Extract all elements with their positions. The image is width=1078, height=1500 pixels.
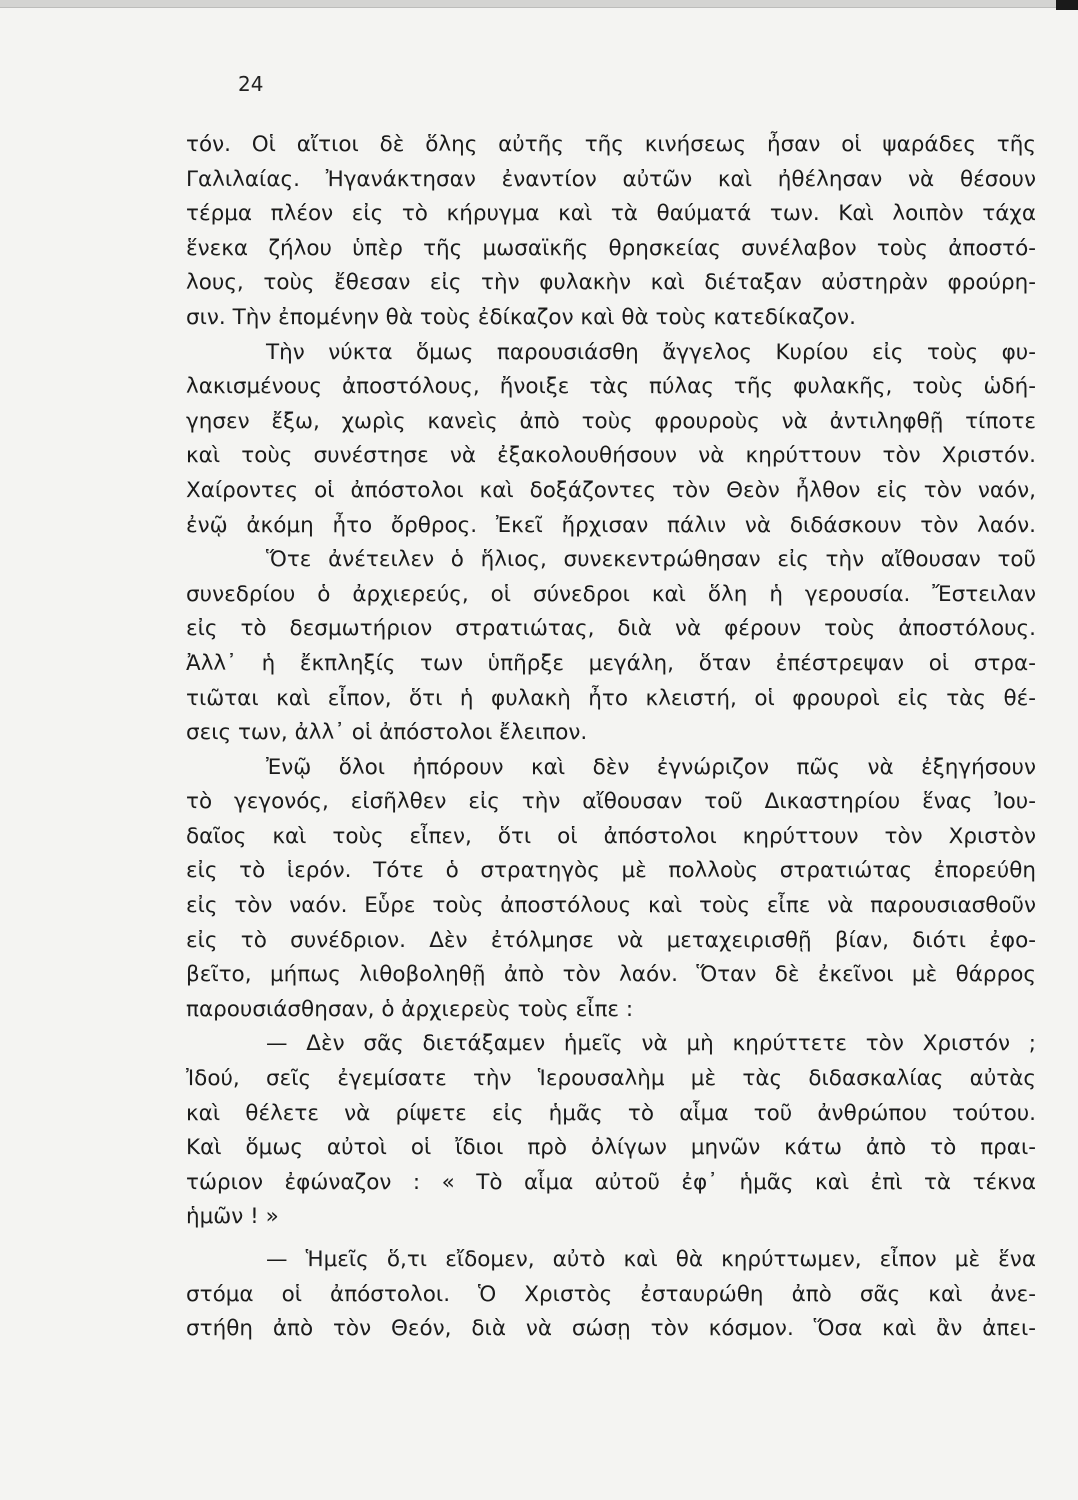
text-line: καὶ θέλετε νὰ ρίψετε εἰς ἡμᾶς τὸ αἷμα τοῦ ἀνθρώπου τούτου. [186,1100,1036,1126]
corner-mark [1056,0,1078,10]
text-line: Ἐνῷ ὅλοι ἠπόρουν καὶ δὲν ἐγνώριζον πῶς νὰ ἐξηγήσουν [266,754,1036,780]
text-line: Χαίροντες οἱ ἀπόστολοι καὶ δοξάζοντες τὸν Θεὸν ἦλθον εἰς τὸν ναόν, [186,477,1036,503]
text-line: Ἰδού, σεῖς ἐγεμίσατε τὴν Ἱερουσαλὴμ μὲ τὰς διδασκαλίας αὐτὰς [186,1066,1036,1092]
text-line: γησεν ἔξω, χωρὶς κανεὶς ἀπὸ τοὺς φρουροὺς νὰ ἀντιληφθῇ τίποτε [186,408,1036,434]
text-line: — Δὲν σᾶς διετάξαμεν ἡμεῖς νὰ μὴ κηρύττετε τὸν Χριστόν ; [266,1031,1036,1057]
text-line: τὸ γεγονός, εἰσῆλθεν εἰς τὴν αἴθουσαν τοῦ Δικαστηρίου ἕνας Ἰου- [186,789,1036,815]
page-number: 24 [238,72,264,96]
text-line: στόμα οἱ ἀπόστολοι. Ὁ Χριστὸς ἐσταυρώθη ἀπὸ σᾶς καὶ ἀνε- [186,1281,1036,1307]
text-line: Γαλιλαίας. Ἠγανάκτησαν ἐναντίον αὐτῶν καὶ ἠθέλησαν νὰ θέσουν [186,166,1036,192]
text-line: εἰς τὸ συνέδριον. Δὲν ἐτόλμησε νὰ μεταχειρισθῇ βίαν, διότι ἐφο- [186,927,1036,953]
text-line: Ἀλλ᾽ ἡ ἔκπληξίς των ὑπῆρξε μεγάλη, ὅταν ἐπέστρεψαν οἱ στρα- [186,650,1036,676]
text-line: ἐνῷ ἀκόμη ἦτο ὄρθρος. Ἐκεῖ ἤρχισαν πάλιν νὰ διδάσκουν τὸν λαόν. [186,512,1036,538]
text-line: — Ἡμεῖς ὅ,τι εἴδομεν, αὐτὸ καὶ θὰ κηρύττωμεν, εἶπον μὲ ἕνα [266,1247,1036,1272]
text-line: ἡμῶν ! » [186,1204,279,1230]
text-line: εἰς τὸν ναόν. Εὗρε τοὺς ἀποστόλους καὶ τοὺς εἶπε νὰ παρουσιασθοῦν [186,893,1036,919]
text-line: τώριον ἐφώναζον : « Τὸ αἷμα αὐτοῦ ἐφ᾽ ἡμᾶς καὶ ἐπὶ τὰ τέκνα [186,1169,1036,1195]
paragraph-gap [186,1235,1036,1243]
text-line: τόν. Οἱ αἴτιοι δὲ ὅλης αὐτῆς τῆς κινήσεως ἦσαν οἱ ψαράδες τῆς [186,132,1036,157]
text-line: τιῶται καὶ εἶπον, ὅτι ἡ φυλακὴ ἦτο κλειστή, οἱ φρουροὶ εἰς τὰς θέ- [186,685,1036,711]
text-line: σιν. Τὴν ἐπομένην θὰ τοὺς ἐδίκαζον καὶ θὰ τοὺς κατεδίκαζον. [186,304,856,330]
body-text [186,128,1036,1347]
text-line: ἕνεκα ζήλου ὑπὲρ τῆς μωσαϊκῆς θρησκείας συνέλαβον τοὺς ἀποστό- [186,235,1036,261]
page-top-edge [0,0,1078,8]
text-line: εἰς τὸ ἱερόν. Τότε ὁ στρατηγὸς μὲ πολλοὺς στρατιώτας ἐπορεύθη [186,858,1036,884]
text-line: λακισμένους ἀποστόλους, ἤνοιξε τὰς πύλας τῆς φυλακῆς, τοὺς ὡδή- [186,374,1036,400]
text-line: σεις των, ἀλλ᾽ οἱ ἀπόστολοι ἔλειπον. [186,720,588,746]
text-line: στήθη ἀπὸ τὸν Θεόν, διὰ νὰ σώσῃ τὸν κόσμον. Ὅσα καὶ ἂν ἀπει- [186,1316,1036,1342]
text-line: λους, τοὺς ἔθεσαν εἰς τὴν φυλακὴν καὶ διέταξαν αὐστηρὰν φρούρη- [186,270,1036,296]
text-line: παρουσιάσθησαν, ὁ ἀρχιερεὺς τοὺς εἶπε : [186,996,634,1022]
text-line: δαῖος καὶ τοὺς εἶπεν, ὅτι οἱ ἀπόστολοι κηρύττουν τὸν Χριστὸν [186,823,1036,849]
text-line: Καὶ ὅμως αὐτοὶ οἱ ἴδιοι πρὸ ὀλίγων μηνῶν κάτω ἀπὸ τὸ πραι- [186,1135,1036,1161]
text-line: Τὴν νύκτα ὅμως παρουσιάσθη ἄγγελος Κυρίου εἰς τοὺς φυ- [266,339,1036,365]
text-line: τέρμα πλέον εἰς τὸ κήρυγμα καὶ τὰ θαύματά των. Καὶ λοιπὸν τάχα [186,201,1036,227]
text-line: καὶ τοὺς συνέστησε νὰ ἐξακολουθήσουν νὰ κηρύττουν τὸν Χριστόν. [186,443,1036,469]
text-line: συνεδρίου ὁ ἀρχιερεύς, οἱ σύνεδροι καὶ ὅλη ἡ γερουσία. Ἔστειλαν [186,581,1036,607]
text-line: Ὅτε ἀνέτειλεν ὁ ἥλιος, συνεκεντρώθησαν εἰς τὴν αἴθουσαν τοῦ [266,547,1036,573]
text-line: εἰς τὸ δεσμωτήριον στρατιώτας, διὰ νὰ φέρουν τοὺς ἀποστόλους. [186,616,1036,642]
text-line: βεῖτο, μήπως λιθοβοληθῇ ἀπὸ τὸν λαόν. Ὅταν δὲ ἐκεῖνοι μὲ θάρρος [186,962,1036,988]
